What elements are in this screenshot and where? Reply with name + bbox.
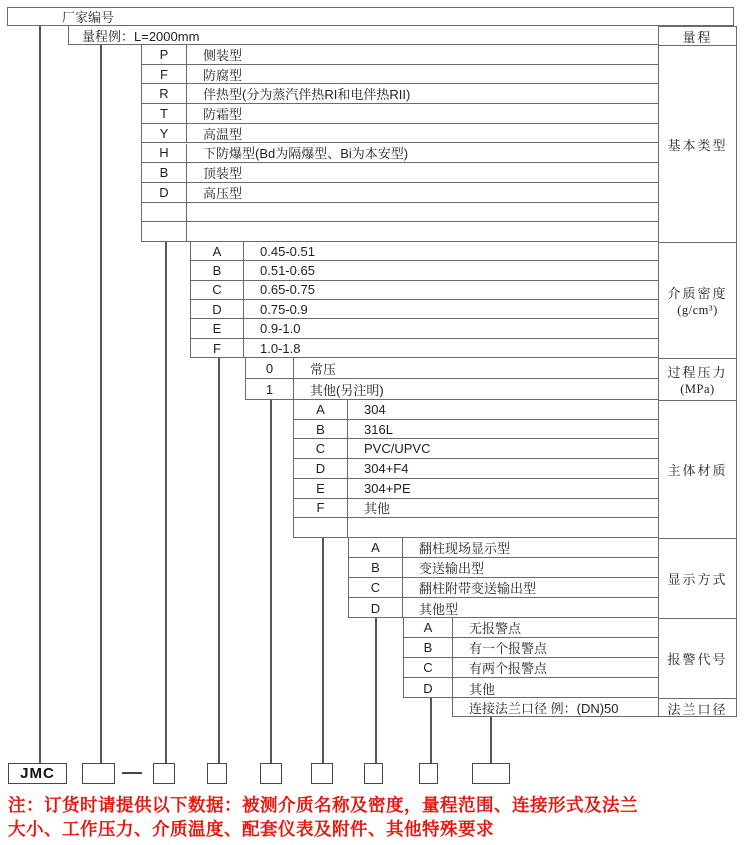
table-row [294,420,658,440]
table-row [294,459,658,479]
code-cell: R [142,84,187,103]
value-cell: 有两个报警点 [469,661,548,676]
code-cell: H [142,144,187,163]
code-cell: D [142,183,187,202]
table-row [294,439,658,459]
value-cell: 304+F4 [364,461,409,477]
code-cell: F [294,499,348,518]
side-label-text: 过程压力 [667,365,728,380]
connector-range-line [100,45,102,763]
code-cell: C [294,439,348,458]
side-label-text: 介质密度 [667,286,728,301]
value-cell: 0.65-0.75 [260,282,315,298]
value-cell: 有一个报警点 [469,641,548,656]
code-cell [142,203,187,222]
side-label-basic-type [659,46,736,243]
value-cell: 翻柱附带变送输出型 [419,581,537,596]
code-cell: D [349,598,403,618]
side-label-unit: (MPa) [680,382,715,396]
code-cell: D [191,300,244,318]
connector-manufacturer-line [39,26,41,763]
side-label-text: 法兰口径 [667,702,728,717]
value-cell: PVC/UPVC [364,441,431,457]
table-row [349,538,658,558]
value-cell: 下防爆型(Bd为隔爆型、Bi为本安型) [203,146,409,162]
table-row [142,65,658,85]
side-label-material [659,401,736,539]
table-row [246,379,658,400]
section-basic-type [141,45,658,242]
side-label-density [659,243,736,359]
code-cell: A [294,400,348,419]
table-row [191,339,658,358]
connector-basic-type-line [165,242,167,763]
value-cell: 防腐型 [203,67,243,83]
code-cell: A [404,618,453,637]
code-cell: B [294,420,348,439]
table-row [246,358,658,379]
code-box-7 [419,763,438,784]
side-label-alarm [659,619,736,699]
code-cell: B [404,638,453,657]
value-cell: 316L [364,421,393,437]
code-box-5 [311,763,333,784]
value-cell: 连接法兰口径 例：(DN)50 [469,701,619,716]
table-row [349,578,658,598]
table-row [294,499,658,519]
side-label-column [658,26,737,717]
table-row [349,598,658,618]
model-prefix-box: JMC [8,763,67,784]
value-cell: 0.45-0.51 [260,243,315,259]
side-label-unit: (g/cm³) [677,303,718,317]
side-label-text: 基本类型 [667,137,728,153]
connector-pressure-line [270,400,272,763]
code-box-2 [153,763,175,784]
side-label-pressure [659,359,736,401]
order-note-line2: 大小、工作压力、介质温度、配套仪表及附件、其他特殊要求 [8,818,494,839]
code-cell: E [294,479,348,498]
code-cell [142,222,187,242]
section-density [190,242,658,358]
code-cell: E [191,319,244,337]
range-row-text: 量程例：L=2000mm [82,28,200,44]
table-row [191,281,658,300]
code-box-6 [364,763,383,784]
value-cell: 翻柱现场显示型 [419,541,511,556]
value-cell: 304+PE [364,480,411,496]
value-cell: 1.0-1.8 [260,340,301,356]
code-cell: A [191,242,244,260]
value-cell: 常压 [310,361,337,377]
table-row [142,124,658,144]
value-cell: 变送输出型 [419,561,485,576]
value-cell: 顶装型 [203,166,243,182]
code-cell [294,518,348,538]
code-cell: C [349,578,403,597]
side-label-display [659,539,736,619]
side-label-range [659,27,736,46]
table-row [191,319,658,338]
value-cell: 伴热型(分为蒸汽伴热RI和电伴热RII) [203,87,411,103]
table-row [142,45,658,65]
value-cell: 高压型 [203,185,243,201]
side-label-text: 量程 [682,29,713,45]
connector-display-line [375,618,377,763]
section-alarm [403,618,658,698]
value-cell: 0.51-0.65 [260,262,315,278]
range-row [68,26,658,45]
connector-material-line [322,538,324,763]
table-row [294,518,658,538]
table-row [142,163,658,183]
value-cell: 0.75-0.9 [260,301,308,317]
value-cell: 无报警点 [469,621,522,636]
code-cell: F [142,65,187,84]
value-cell: 304 [364,401,386,417]
value-cell [187,222,658,242]
table-row [349,558,658,578]
table-row [404,638,658,658]
table-row [294,400,658,420]
code-cell: P [142,45,187,64]
table-row [191,300,658,319]
table-row [404,618,658,638]
value-cell: 侧装型 [203,47,243,63]
order-note-line1: 注：订货时请提供以下数据：被测介质名称及密度，量程范围、连接形式及法兰 [8,795,638,815]
table-row [453,698,658,717]
code-box-8 [472,763,510,784]
section-flange [452,698,658,717]
manufacturer-row [7,7,734,26]
side-label-text: 显示方式 [667,572,728,587]
code-cell: 1 [246,379,294,400]
connector-flange-line [490,717,492,763]
table-row [142,104,658,124]
code-cell: B [142,163,187,182]
order-note [8,794,748,841]
table-row [142,203,658,223]
value-cell [348,518,658,538]
side-label-text: 主体材质 [667,463,728,478]
code-box-3 [207,763,227,784]
code-cell: C [404,658,453,677]
side-label-text: 报警代号 [667,652,728,667]
value-cell: 0.9-1.0 [260,321,301,337]
model-code-separator [122,772,142,774]
table-row [142,222,658,242]
connector-density-line [218,358,220,763]
table-row [404,678,658,698]
code-cell: F [191,339,244,358]
table-row [294,479,658,499]
side-label-flange [659,699,736,718]
value-cell: 其他 [469,681,496,697]
code-cell: Y [142,124,187,143]
section-material [293,400,658,538]
section-pressure [245,358,658,400]
table-row [142,144,658,164]
connector-alarm-line [430,698,432,763]
value-cell: 其他型 [419,601,459,617]
code-box-4 [260,763,282,784]
manufacturer-row-label: 厂家编号 [62,10,115,25]
table-row [404,658,658,678]
section-display [348,538,658,618]
value-cell: 其他 [364,501,391,517]
code-box-1 [82,763,115,784]
code-cell: 0 [246,358,294,378]
value-cell: 其他(另注明) [310,383,384,398]
code-cell: B [191,261,244,279]
code-cell: D [404,678,453,698]
code-cell: T [142,104,187,123]
code-cell: A [349,538,403,557]
table-row [142,183,658,203]
table-row [142,84,658,104]
table-row [191,261,658,280]
code-cell: D [294,459,348,478]
value-cell: 防霜型 [203,106,243,122]
value-cell [187,203,658,222]
table-row [191,242,658,261]
code-cell: C [191,281,244,299]
code-cell: B [349,558,403,577]
value-cell: 高温型 [203,126,243,142]
